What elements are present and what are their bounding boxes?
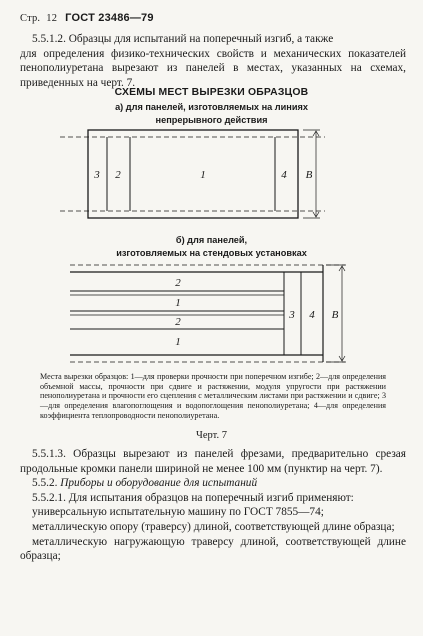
subtitle-b-line1: б) для панелей, (175, 235, 248, 245)
zone-a-3: 3 (94, 169, 100, 181)
paragraph-5-5-2-1: 5.5.2.1. Для испытания образцов на поперечный изгиб применяют: (32, 491, 354, 504)
zone-b-1-top: 1 (175, 297, 181, 309)
scheme-b (70, 265, 346, 362)
list-item: универсальную испытательную машину по ГОСТ 7855—74; (32, 506, 324, 519)
zone-b-2-bottom: 2 (175, 316, 181, 328)
subtitle-a-line1: а) для панелей, изготовляемых на линиях (115, 102, 308, 112)
dim-b-label: В (331, 309, 339, 321)
zone-a-1: 1 (200, 169, 206, 181)
standard-number: ГОСТ 23486—79 (65, 12, 154, 24)
figure-title: СХЕМЫ МЕСТ ВЫРЕЗКИ ОБРАЗЦОВ (114, 87, 309, 98)
list-item: металлическую нагружающую траверсу длиной, соответствующей длине образца; (20, 535, 406, 563)
subtitle-a-line2: непрерывного действия (155, 114, 268, 125)
zone-b-4: 4 (309, 309, 315, 321)
figure-caption: Места вырезки образцов: 1—для проверки прочности при поперечном изгибе; 2—для определения объемной массы, прочности при сдвиге и растяжении, модуля упругости при растяжении пенополиуретана и прочности его сцепления с металлическим листами при растяжении и сдвиге; 3—для определения влагопоглощения и водопоглощения пенополиуретана; 4—для определения коэффициента теплопроводности пенополиуретана. (40, 372, 386, 420)
paragraph-first-line: 5.5.1.2. Образцы для испытаний на поперечный изгиб, а также (32, 33, 334, 45)
section-5-5-2-number: 5.5.2. (32, 477, 58, 490)
zone-b-3: 3 (289, 309, 295, 321)
paragraph-rest: для определения физико-технических свойств и механических показателей пенополиуретана вырезают из панелей в местах, указанных на схемах, приведенных на черт. 7. (20, 47, 406, 89)
subtitle-b-line2: изготовляемых на стендовых установках (116, 247, 307, 258)
zone-b-1-bottom: 1 (175, 336, 181, 348)
section-5-5-2-heading (20, 476, 406, 491)
zone-b-2-top: 2 (175, 277, 181, 289)
body-text-continued (20, 447, 406, 564)
list-item: металлическую опору (траверсу) длиной, соответствующей длине образца; (32, 520, 395, 533)
page-label: Стр. (20, 13, 41, 24)
figure-label: Черт. 7 (196, 430, 227, 441)
dim-a-label: В (305, 169, 313, 181)
zone-a-2: 2 (115, 169, 121, 181)
paragraph-5-5-1-3: 5.5.1.3. Образцы вырезают из панелей фрезами, предварительно срезая продольные кромки панели шириной не менее 100 мм (пунктир на черт. 7). (20, 448, 406, 475)
section-5-5-2-title: Приборы и оборудование для испытаний (60, 477, 258, 490)
zone-a-4: 4 (281, 169, 287, 181)
page-number: 12 (46, 13, 58, 24)
